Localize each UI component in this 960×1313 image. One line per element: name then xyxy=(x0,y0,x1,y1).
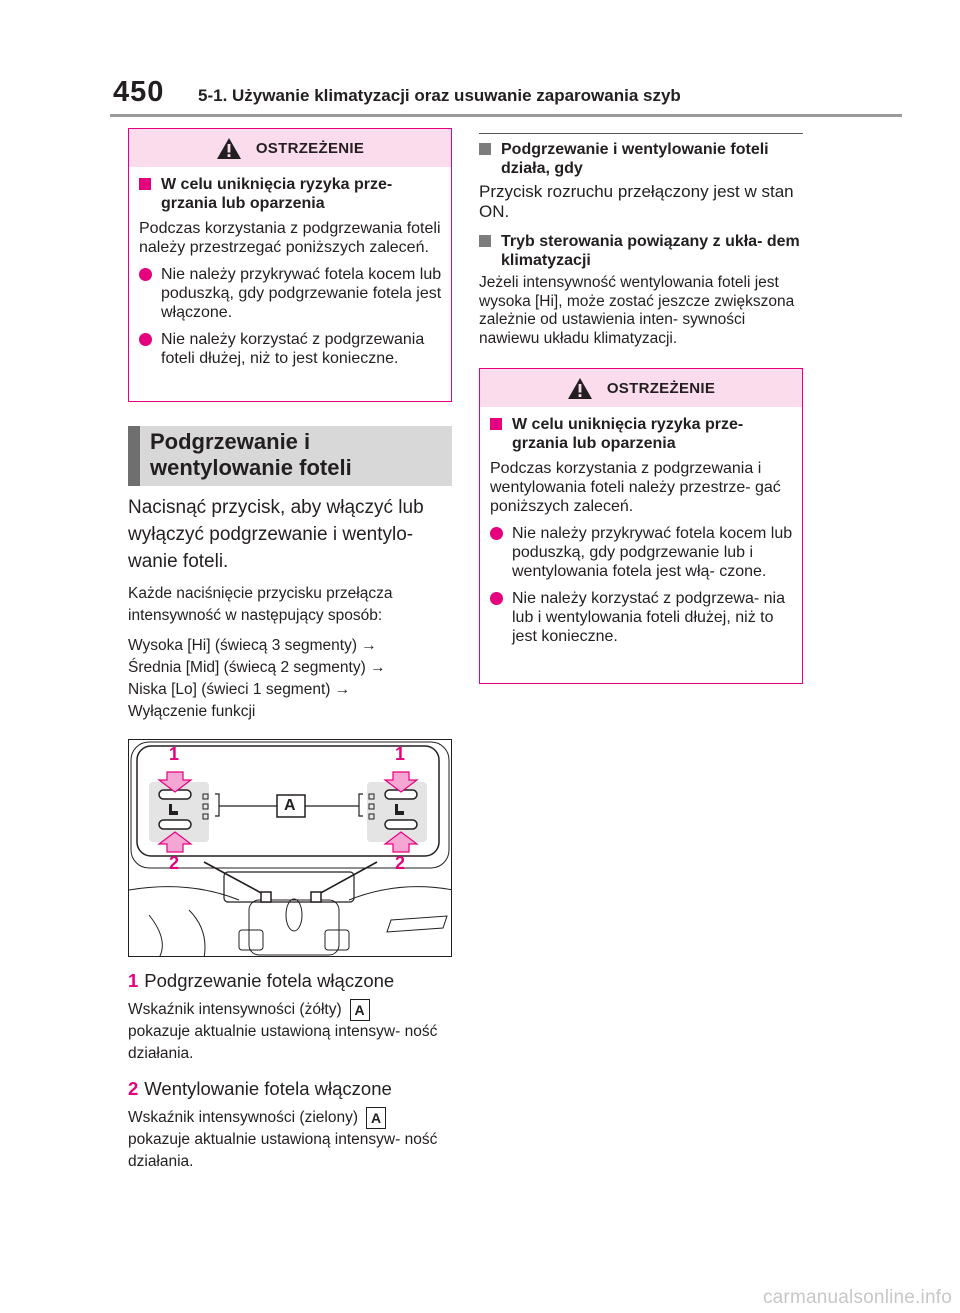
page-header xyxy=(0,0,960,115)
warning-bullet: Nie należy przykrywać fotela kocem lub poduszką, gdy podgrzewanie fotela jest włączone. xyxy=(139,265,443,322)
watermark: carmanualsonline.info xyxy=(762,1287,952,1308)
warning-intro: Podczas korzystania z podgrzewania foteli należy przestrzegać poniższych zaleceń. xyxy=(139,220,441,256)
note-heading: Podgrzewanie i wentylowanie foteli działa, gdy xyxy=(479,140,803,178)
page-number: 450 xyxy=(113,76,165,108)
note-text: Przycisk rozruchu przełączony jest w stan ON. xyxy=(479,182,794,221)
intensity-step: Średnia [Mid] (świecą 2 segmenty) → xyxy=(128,659,386,676)
dot-bullet-icon xyxy=(490,527,503,540)
note-heading: Tryb sterowania powiązany z ukła- dem klimatyzacji xyxy=(479,232,803,270)
item-title: Wentylowanie fotela włączone xyxy=(144,1078,392,1099)
item-number: 1 xyxy=(128,970,139,991)
item-heating xyxy=(128,969,452,993)
info-notes xyxy=(479,140,803,348)
header-rule xyxy=(110,114,902,117)
section-title: Podgrzewanie i wentylowanie foteli xyxy=(128,426,452,486)
warning-bullet: Nie należy przykrywać fotela kocem lub poduszką, gdy podgrzewanie lub i wentylowania fotela jest włą- czone. xyxy=(490,524,794,581)
indicator-box: A xyxy=(350,999,370,1021)
callout-2-left: 2 xyxy=(169,853,180,873)
item-title: Podgrzewanie fotela włączone xyxy=(144,970,395,991)
warning-triangle-icon xyxy=(216,137,242,160)
warning-heading: W celu uniknięcia ryzyka prze- grzania lub oparzenia xyxy=(139,175,443,213)
callout-1-left: 1 xyxy=(169,744,180,764)
square-bullet-icon xyxy=(479,143,491,155)
note-text: Jeżeli intensywność wentylowania foteli jest wysoka [Hi], może zostać jeszcze zwiększona zależnie od ustawienia inten- sywności nawiewu układu klimatyzacji. xyxy=(479,274,795,347)
warning-box-right xyxy=(479,368,803,684)
item-number: 2 xyxy=(128,1078,139,1099)
callout-1-right: 1 xyxy=(395,744,406,764)
intensity-step: Wysoka [Hi] (świecą 3 segmenty) → xyxy=(128,637,377,654)
dashboard-illustration xyxy=(129,740,452,957)
right-column xyxy=(479,133,803,684)
intensity-step: Niska [Lo] (świeci 1 segment) → xyxy=(128,681,351,698)
warning-triangle-icon xyxy=(567,377,593,400)
square-bullet-icon xyxy=(490,418,502,430)
item-ventilation xyxy=(128,1077,452,1101)
warning-label: OSTRZEŻENIE xyxy=(255,139,365,157)
section-rule xyxy=(479,133,803,134)
intensity-sequence xyxy=(128,635,452,723)
seat-button-illustration xyxy=(128,739,452,957)
indicator-label: A xyxy=(284,797,296,814)
indicator-box: A xyxy=(366,1107,386,1129)
warning-box-left xyxy=(128,128,452,402)
warning-label: OSTRZEŻENIE xyxy=(606,379,716,397)
item-heating-desc: Wskaźnik intensywności (żółty) A pokazuje aktualnie ustawioną intensyw- ność działania. xyxy=(128,1001,438,1062)
dot-bullet-icon xyxy=(490,592,503,605)
intensity-intro: Każde naciśnięcie przycisku przełącza intensywność w następujący sposób: xyxy=(128,585,393,624)
intensity-step: Wyłączenie funkcji xyxy=(128,703,256,720)
square-bullet-icon xyxy=(479,235,491,247)
warning-intro: Podczas korzystania z podgrzewania i wentylowania foteli należy przestrze- gać poniższych zaleceń. xyxy=(490,460,781,515)
callout-2-right: 2 xyxy=(395,853,406,873)
dot-bullet-icon xyxy=(139,333,152,346)
left-column xyxy=(128,128,452,1173)
warning-bullet: Nie należy korzystać z podgrzewania foteli dłużej, niż to jest konieczne. xyxy=(139,330,443,368)
warning-body xyxy=(480,407,802,664)
square-bullet-icon xyxy=(139,178,151,190)
warning-bullet: Nie należy korzystać z podgrzewa- nia lub i wentylowania foteli dłużej, niż to jest konieczne. xyxy=(490,589,794,646)
warning-header xyxy=(129,129,451,167)
lead-text: Nacisnąć przycisk, aby włączyć lub wyłączyć podgrzewanie i wentylo- wanie foteli. xyxy=(128,497,424,572)
warning-header xyxy=(480,369,802,407)
warning-body xyxy=(129,167,451,386)
chapter-title: 5-1. Używanie klimatyzacji oraz usuwanie zaparowania szyb xyxy=(198,86,681,105)
dot-bullet-icon xyxy=(139,268,152,281)
item-ventilation-desc: Wskaźnik intensywności (zielony) A pokazuje aktualnie ustawioną intensyw- ność działania. xyxy=(128,1109,438,1170)
warning-heading: W celu uniknięcia ryzyka prze- grzania lub oparzenia xyxy=(490,415,794,453)
